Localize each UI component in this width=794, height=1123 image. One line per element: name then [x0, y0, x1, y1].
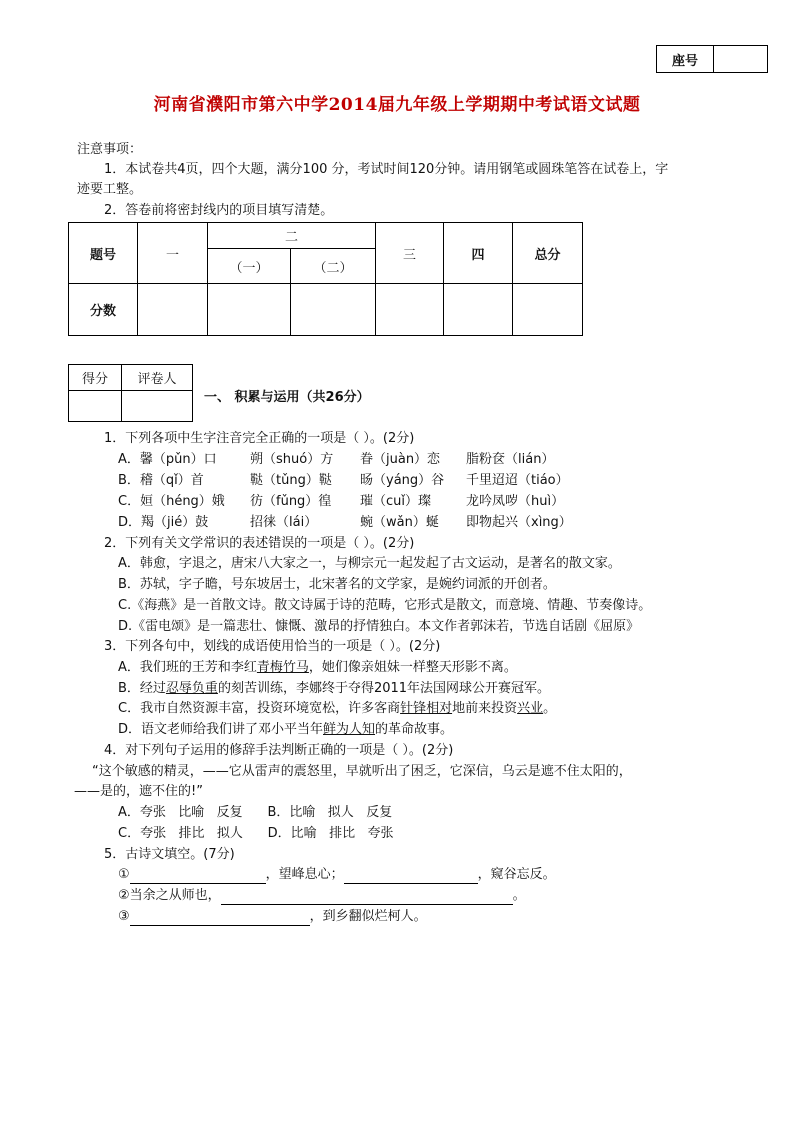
q5-line-3: ③ ，到乡翻似烂柯人。: [118, 909, 427, 924]
q3-option-a: A．我们班的王芳和李红青梅竹马，她们像亲姐妹一样整天形影不离。: [118, 660, 517, 675]
grader-score-cell[interactable]: [69, 391, 122, 422]
q4-quote-cont: ——是的，遮不住的!”: [74, 784, 203, 799]
q5-blank-3[interactable]: [221, 890, 513, 905]
score-table: [68, 222, 583, 336]
q5-blank-1[interactable]: [130, 869, 266, 884]
score-table-header-1: 一: [138, 223, 208, 284]
q3-b-underlined-idiom: 忍辱负重: [165, 681, 218, 696]
notice-item-1-cont: 迹要工整。: [77, 182, 143, 197]
q3-d-underlined-idiom: 鲜为人知: [323, 722, 376, 737]
score-cell-1[interactable]: [138, 284, 208, 336]
q4-quote: “这个敏感的精灵，——它从雷声的震怒里，早就听出了困乏，它深信，乌云是遮不住太阳的，: [92, 764, 632, 779]
score-table-header-4: 四: [444, 223, 513, 284]
q1-option-c: C．姮（héng）娥 彷（fǔng）徨 璀（cuǐ）璨 龙吟凤哕（huì）: [118, 494, 565, 509]
q5-stem: 5．古诗文填空。(7分): [104, 847, 235, 862]
score-cell-total[interactable]: [513, 284, 583, 336]
q2-option-d: D.《雷电颂》是一篇悲壮、慷慨、激昂的抒情独白。本文作者郭沫若，节选自话剧《屈原》: [118, 619, 640, 634]
notice-item-1: 1．本试卷共4页，四个大题，满分100 分，考试时间120分钟。请用钢笔或圆珠笔答在试卷上，字: [104, 162, 669, 177]
grader-reviewer-label: 评卷人: [122, 365, 193, 391]
score-cell-4[interactable]: [444, 284, 513, 336]
q5-blank-4[interactable]: [130, 911, 310, 926]
score-table-header-2a: （一）: [208, 249, 291, 284]
q2-option-b: B．苏轼，字子瞻，号东坡居士，北宋著名的文学家，是婉约词派的开创者。: [118, 577, 556, 592]
score-cell-2b[interactable]: [291, 284, 376, 336]
q2-stem: 2．下列有关文学常识的表述错误的一项是（ ）。(2分): [104, 536, 415, 551]
score-table-row-label: 分数: [69, 284, 138, 336]
seat-number-label: 座号: [657, 46, 714, 72]
score-table-header-num: 题号: [69, 223, 138, 284]
q3-stem: 3．下列各句中，划线的成语使用恰当的一项是（ ）。(2分): [104, 639, 441, 654]
q3-option-c: C．我市自然资源丰富，投资环境宽松，许多客商针锋相对地前来投资兴业。: [118, 701, 557, 716]
q2-option-c: C.《海燕》是一首散文诗。散文诗属于诗的范畴，它形式是散文，而意境、情趣、节奏像诗。: [118, 598, 652, 613]
seat-number-box: [656, 45, 768, 73]
q4-options-ab: A．夸张 比喻 反复 B．比喻 拟人 反复: [118, 805, 393, 820]
q3-c-underlined-idiom: 针锋相对: [400, 701, 453, 716]
q5-line-2: ②当余之从师也， 。: [118, 888, 526, 903]
score-table-header-3: 三: [376, 223, 444, 284]
grader-reviewer-cell[interactable]: [122, 391, 193, 422]
q1-option-d: D．羯（jié）鼓 招徕（lái） 蜿（wǎn）蜒 即物起兴（xìng）: [118, 515, 572, 530]
score-cell-3[interactable]: [376, 284, 444, 336]
q3-option-d: D．语文老师给我们讲了邓小平当年鲜为人知的革命故事。: [118, 722, 454, 737]
grader-score-label: 得分: [69, 365, 122, 391]
score-cell-2a[interactable]: [208, 284, 291, 336]
q3-a-underlined-idiom: 青梅竹马: [256, 660, 309, 675]
q1-stem: 1．下列各项中生字注音完全正确的一项是（ ）。(2分): [104, 431, 415, 446]
q1-option-b: B．稽（qǐ）首 鞑（tǔng）鞑 旸（yáng）谷 千里迢迢（tiáo）: [118, 473, 569, 488]
grader-table: [68, 364, 193, 422]
q4-options-cd: C．夸张 排比 拟人 D．比喻 排比 夸张: [118, 826, 394, 841]
score-table-header-2: 二: [208, 223, 376, 249]
score-table-header-total: 总分: [513, 223, 583, 284]
notice-heading: 注意事项：: [77, 142, 143, 157]
notice-item-2: 2．答卷前将密封线内的项目填写清楚。: [104, 203, 334, 218]
exam-title: 河南省濮阳市第六中学2014届九年级上学期期中考试语文试题: [153, 95, 641, 115]
seat-number-field[interactable]: [714, 46, 767, 72]
section-1-heading: 一、 积累与运用（共26分）: [204, 390, 370, 405]
q5-line-1: ① ，望峰息心； ，窥谷忘反。: [118, 867, 556, 882]
q2-option-a: A．韩愈，字退之，唐宋八大家之一，与柳宗元一起发起了古文运动，是著名的散文家。: [118, 556, 621, 571]
score-table-header-2b: （二）: [291, 249, 376, 284]
q3-option-b: B．经过忍辱负重的刻苦训练，李娜终于夺得2011年法国网球公开赛冠军。: [118, 681, 551, 696]
q1-option-a: A．馨（pǔn）口 朔（shuó）方 眷（juàn）恋 脂粉奁（lián）: [118, 452, 555, 467]
q3-c-underlined-word: 兴业: [517, 701, 544, 716]
q5-blank-2[interactable]: [344, 869, 478, 884]
q4-stem: 4．对下列句子运用的修辞手法判断正确的一项是（ ）。(2分): [104, 743, 454, 758]
